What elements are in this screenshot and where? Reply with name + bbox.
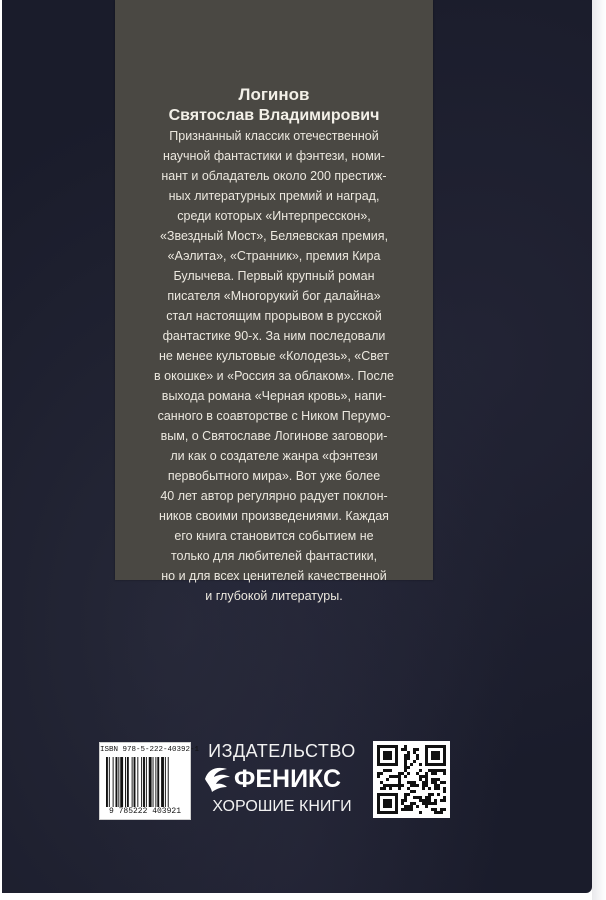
bio-line: 40 лет автор регулярно радует поклон-	[160, 489, 388, 503]
author-surname: Логинов	[238, 85, 310, 104]
bio-line: ных литературных премий и наград,	[168, 189, 380, 203]
bio-line: но и для всех ценителей качественной	[161, 569, 387, 583]
bio-line: нант и обладатель около 200 престиж-	[161, 169, 387, 183]
bio-line: Признанный классик отечественной	[169, 129, 379, 143]
qr-code-icon	[377, 745, 446, 814]
author-given-names: Святослав Владимирович	[168, 107, 380, 124]
isbn-label: ISBN 978-5-222-40392-1	[100, 746, 200, 754]
bio-line: ли как о создателе жанра «фэнтези	[170, 449, 378, 463]
bio-line: только для любителей фантастики,	[170, 549, 378, 563]
bio-line: фантастике 90-х. За ним последовали	[162, 329, 386, 343]
bio-line: выхода романа «Черная кровь», напи-	[161, 389, 387, 403]
isbn-barcode	[99, 742, 200, 820]
author-bio-text	[129, 126, 419, 606]
publisher-slogan: ХОРОШИЕ КНИГИ	[212, 798, 352, 815]
qr-code	[373, 741, 450, 818]
bio-line: научной фантастики и фэнтези, номи-	[163, 149, 385, 163]
bio-line: не менее культовые «Колодезь», «Свет	[158, 349, 390, 363]
bio-line: вым, о Святославе Логинове заговори-	[160, 429, 388, 443]
publisher-name: ФЕНИКС	[234, 765, 342, 793]
bio-line: Булычева. Первый крупный роман	[173, 269, 375, 283]
bio-line: в окошке» и «Россия за облаком». После	[154, 369, 394, 383]
publisher-label: ИЗДАТЕЛЬСТВО	[208, 741, 356, 761]
bio-line: писателя «Многорукий бог далайна»	[167, 289, 381, 303]
bio-line: ников своими произведениями. Каждая	[159, 509, 389, 523]
phoenix-icon	[202, 765, 232, 793]
bio-line: «Аэлита», «Странник», премия Кира	[167, 249, 381, 263]
bio-line: стал настоящим прорывом в русской	[166, 309, 382, 323]
barcode-digits: 9 785222 403921	[108, 807, 181, 816]
bio-line: первобытного мира». Вот уже более	[167, 469, 381, 483]
bio-line: и глубокой литературы.	[205, 589, 343, 603]
bio-line: среди которых «Интерпресскон»,	[177, 209, 371, 223]
bio-line: санного в соавторстве с Ником Перумо-	[157, 409, 391, 423]
bio-line: его книга становится событием не	[174, 529, 374, 543]
author-bio-panel	[115, 0, 433, 603]
bio-line: «Звездный Мост», Беляевская премия,	[159, 229, 389, 243]
barcode-icon	[105, 757, 185, 807]
page-edge	[592, 0, 606, 900]
publisher-logo	[198, 764, 366, 794]
